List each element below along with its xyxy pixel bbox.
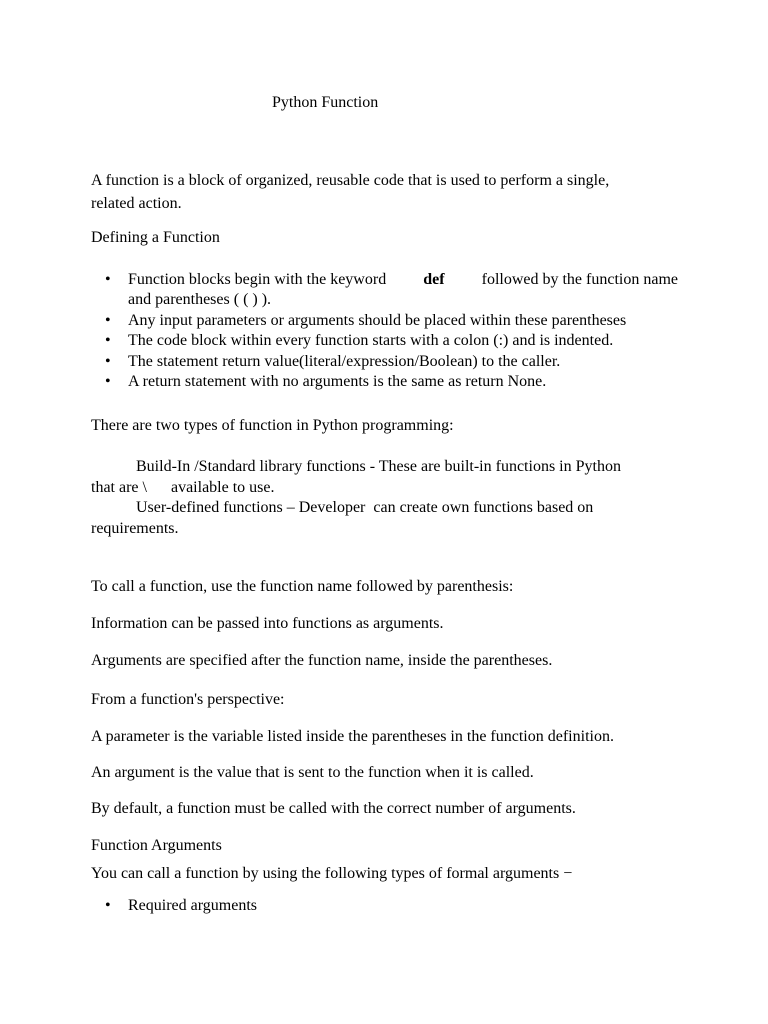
list-item: [91, 372, 678, 392]
userdef-line-1: User-defined functions – Developer can create own functions based on: [136, 499, 594, 516]
intro-paragraph: [91, 169, 609, 215]
bullet-5-text: A return statement with no arguments is the same as return None.: [128, 373, 547, 391]
types-intro: There are two types of function in Python programming:: [91, 417, 454, 434]
list-item: [91, 270, 678, 311]
bullet-1-text-b: followed by the function name: [481, 271, 678, 288]
list-item: [91, 311, 678, 331]
bullet-3-text: The code block within every function starts with a colon (:) and is indented.: [128, 332, 614, 350]
formal-arguments-intro: You can call a function by using the following types of formal arguments −: [91, 865, 573, 882]
list-item: [91, 352, 678, 372]
keyword-def: def: [423, 271, 445, 288]
builtin-line-2: that are \ available to use.: [91, 478, 275, 496]
intro-line-2: related action.: [91, 195, 182, 212]
args-specified-text: Arguments are specified after the function name, inside the parentheses.: [91, 652, 553, 669]
page-title: Python Function: [272, 94, 379, 111]
perspective-text: From a function's perspective:: [91, 691, 285, 708]
defining-heading: Defining a Function: [91, 229, 220, 246]
userdef-line-2: requirements.: [91, 519, 179, 537]
bullet-icon: •: [105, 373, 111, 391]
bullet-icon: •: [105, 897, 111, 914]
defining-bullet-list: [91, 270, 678, 392]
bullet-icon: •: [105, 271, 111, 288]
bullet-1-line-1: [128, 270, 678, 290]
bullet-icon: •: [105, 311, 111, 329]
default-call-text: By default, a function must be called with the correct number of arguments.: [91, 800, 576, 817]
argument-definition: An argument is the value that is sent to the function when it is called.: [91, 764, 534, 781]
bullet-1-line-2: and parentheses ( ( ) ).: [128, 291, 272, 309]
required-arguments-text: Required arguments: [128, 897, 258, 914]
parameter-definition: A parameter is the variable listed inside the parentheses in the function definition.: [91, 728, 614, 745]
bullet-icon: •: [105, 332, 111, 350]
list-item: [91, 896, 678, 916]
bullet-1-text-a: Function blocks begin with the keyword: [128, 271, 387, 288]
function-types: [91, 457, 678, 539]
builtin-line-1: Build-In /Standard library functions - These are built-in functions in Python: [136, 458, 621, 475]
info-passed-text: Information can be passed into functions as arguments.: [91, 615, 444, 632]
bullet-4-text: The statement return value(literal/expression/Boolean) to the caller.: [128, 352, 561, 370]
bullet-2-text: Any input parameters or arguments should be placed within these parentheses: [128, 311, 627, 329]
call-function-text: To call a function, use the function name followed by parenthesis:: [91, 578, 514, 595]
function-arguments-heading: Function Arguments: [91, 837, 222, 854]
list-item: [91, 331, 678, 351]
argument-types-list: [91, 896, 678, 916]
bullet-icon: •: [105, 352, 111, 370]
intro-line-1: A function is a block of organized, reusable code that is used to perform a single,: [91, 172, 610, 189]
